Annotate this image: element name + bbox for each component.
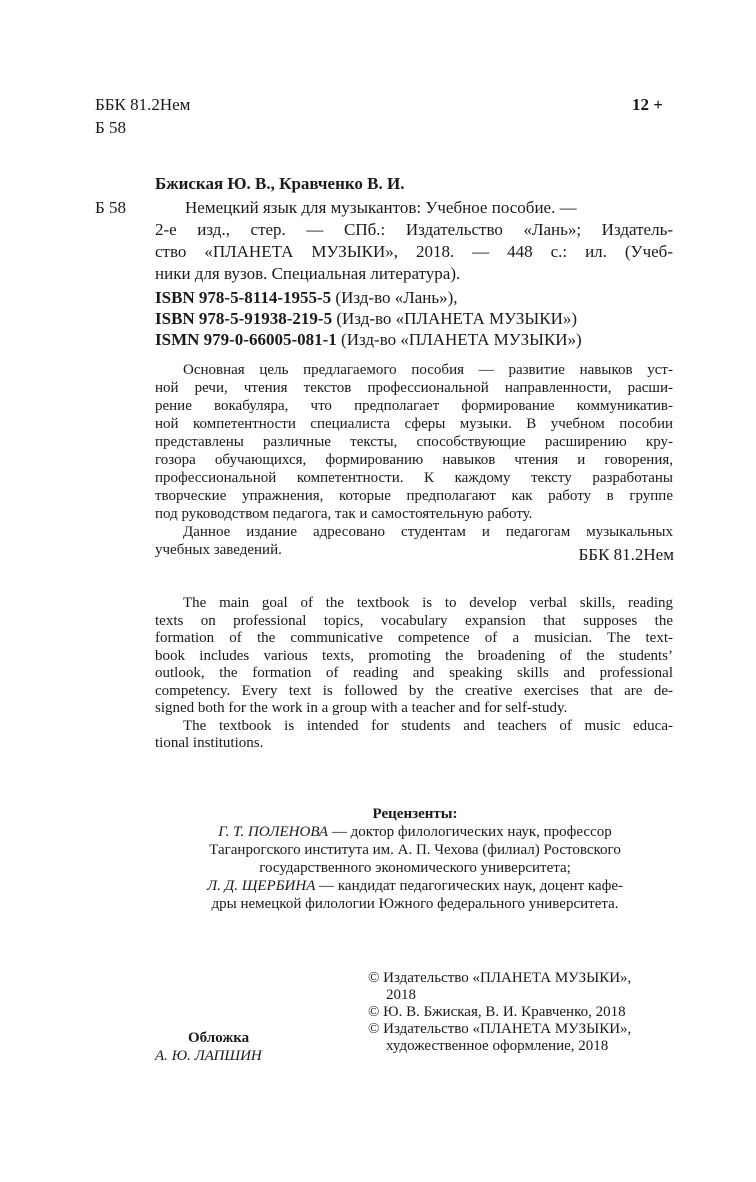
bib-line: 2-е изд., стер. — СПб.: Издательство «Лань»; Издатель- — [155, 220, 673, 239]
cover-label: Обложка — [188, 1030, 250, 1046]
abstract-en-line: book includes various texts, promoting the broadening of the students’ — [155, 647, 673, 664]
isbn-publisher: (Изд-во «ПЛАНЕТА МУЗЫКИ») — [336, 330, 582, 349]
reviewer-line: Таганрогского института им. А. П. Чехова (филиал) Ростовского — [209, 842, 621, 858]
age-rating: 12 + — [632, 95, 663, 114]
bib-line: Немецкий язык для музыкантов: Учебное пособие. — — [185, 198, 577, 217]
reviewers-block — [155, 806, 675, 912]
bib-mark: Б 58 — [95, 198, 127, 217]
abstract-en-line: The textbook is intended for students and teachers of music educa- — [183, 717, 673, 734]
abstract-en-line: signed both for the work in a group with a teacher and for self-study. — [155, 700, 568, 716]
bbk-code-footer: ББК 81.2Нем — [578, 545, 674, 564]
cover-designer: А. Ю. ЛАПШИН — [155, 1048, 262, 1064]
abstract-en-line: The main goal of the textbook is to develop verbal skills, reading — [183, 595, 673, 611]
bib-line: ники для вузов. Специальная литература). — [155, 264, 461, 283]
bbk-code-header: ББК 81.2Нем — [95, 95, 191, 114]
reviewer-line — [155, 824, 675, 841]
isbn-publisher: (Изд-во «ПЛАНЕТА МУЗЫКИ») — [332, 309, 578, 328]
abstract-en-line: outlook, the formation of reading and speaking skills and professional — [155, 665, 673, 681]
copyright-line: художественное оформление, 2018 — [386, 1038, 609, 1054]
abstract-english — [155, 595, 673, 751]
bib-line: ство «ПЛАНЕТА МУЗЫКИ», 2018. — 448 с.: ил. (Учеб- — [155, 242, 673, 261]
isbn-line — [155, 309, 577, 329]
isbn-code: ISBN 978-5-8114-1955-5 — [155, 288, 332, 307]
abstract-ru-line: Основная цель предлагаемого пособия — развитие навыков уст- — [183, 362, 673, 378]
reviewer-desc: — кандидат педагогических наук, доцент кафе- — [315, 878, 623, 894]
reviewer-line: дры немецкой филологии Южного федерального университета. — [211, 896, 619, 912]
abstract-ru-line: под руководством педагога, так и самостоятельную работу. — [155, 506, 533, 522]
copyright-line: © Ю. В. Бжиская, В. И. Кравченко, 2018 — [368, 1004, 626, 1020]
ismn-code: ISMN 979-0-66005-081-1 — [155, 330, 337, 349]
isbn-publisher: (Изд-во «Лань»), — [331, 288, 458, 307]
abstract-ru-line: ной компетентности специалиста сферы музыки. В учебном пособии — [155, 416, 673, 432]
abstract-ru-line: учебных заведений. — [155, 542, 282, 558]
reviewer-name: Г. Т. ПОЛЕНОВА — [218, 824, 329, 840]
abstract-en-line: tional institutions. — [155, 735, 264, 751]
isbn-line — [155, 288, 458, 308]
abstract-ru-line: представлены различные тексты, способствующие расширению кру- — [155, 434, 673, 450]
abstract-en-line: competency. Every text is followed by the creative exercises that are de- — [155, 682, 673, 699]
reviewers-heading: Рецензенты: — [372, 806, 458, 822]
abstract-ru-line: Данное издание адресовано студентам и педагогам музыкальных — [183, 524, 673, 540]
copyright-line: 2018 — [386, 987, 416, 1003]
isbn-block — [155, 288, 675, 358]
abstract-ru-line: ной речи, чтения текстов профессиональной направленности, расши- — [155, 380, 673, 396]
bibliographic-description — [155, 198, 673, 290]
copyright-block — [368, 970, 678, 1060]
copyright-line: © Издательство «ПЛАНЕТА МУЗЫКИ», — [368, 970, 632, 986]
reviewer-desc: — доктор филологических наук, профессор — [328, 824, 612, 840]
reviewer-line — [155, 878, 675, 895]
abstract-ru-line: рение вокабуляра, что предполагает формирование коммуникатив- — [155, 398, 673, 414]
isbn-code: ISBN 978-5-91938-219-5 — [155, 309, 333, 328]
abstract-en-line: texts on professional topics, vocabulary expansion that supposes the — [155, 612, 673, 629]
abstract-ru-line: гозора обучающихся, формированию навыков чтения и говорения, — [155, 452, 673, 468]
author-mark: Б 58 — [95, 118, 127, 137]
copyright-line: © Издательство «ПЛАНЕТА МУЗЫКИ», — [368, 1021, 632, 1037]
ismn-line — [155, 330, 582, 350]
abstract-en-line: formation of the communicative competence of a musician. The text- — [155, 630, 673, 646]
reviewer-line: государственного экономического университета; — [259, 860, 571, 876]
abstract-ru-line: профессиональной компетентности. К каждому тексту разработаны — [155, 470, 673, 486]
authors-heading: Бжиская Ю. В., Кравченко В. И. — [155, 174, 405, 193]
abstract-ru-line: творческие упражнения, которые предполагают как работу в группе — [155, 488, 673, 504]
reviewer-name: Л. Д. ЩЕРБИНА — [207, 878, 316, 894]
